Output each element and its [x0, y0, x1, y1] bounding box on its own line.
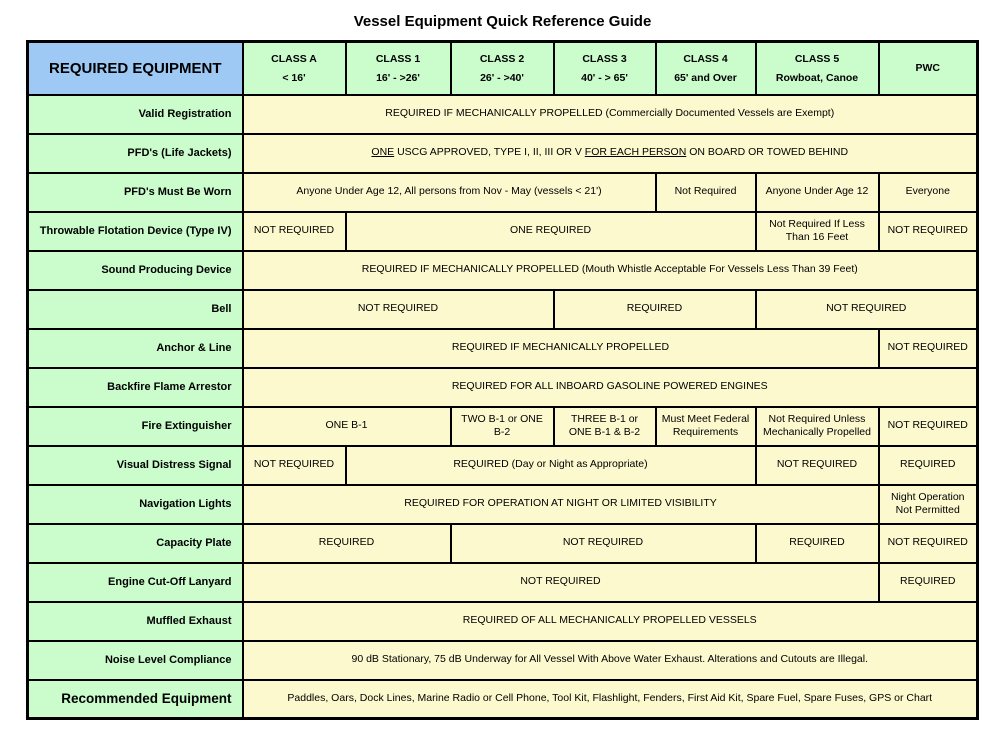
- col-header-line1: CLASS 5: [794, 52, 840, 65]
- col-header-line1: CLASS 4: [683, 52, 728, 65]
- col-header-class-1: [346, 42, 451, 95]
- header-row: [28, 42, 978, 95]
- col-header-class-2: [451, 42, 554, 95]
- value-cell: NOT REQUIRED: [243, 563, 879, 602]
- value-cell: NOT REQUIRED: [756, 290, 978, 329]
- value-cell: Everyone: [879, 173, 978, 212]
- row-label: PFD's (Life Jackets): [28, 134, 243, 173]
- table-row-pfds-life-jackets: [28, 134, 978, 173]
- table-row-throwable-flotation-device: [28, 212, 978, 251]
- value-cell: NOT REQUIRED: [243, 446, 346, 485]
- row-label: Navigation Lights: [28, 485, 243, 524]
- row-label: Capacity Plate: [28, 524, 243, 563]
- cell-text: ON BOARD OR TOWED BEHIND: [686, 146, 849, 159]
- value-cell: REQUIRED: [756, 524, 879, 563]
- value-cell: Not Required If Less Than 16 Feet: [756, 212, 879, 251]
- value-cell: REQUIRED: [554, 290, 756, 329]
- value-cell: TWO B-1 or ONE B-2: [451, 407, 554, 446]
- value-cell: Paddles, Oars, Dock Lines, Marine Radio or Cell Phone, Tool Kit, Flashlight, Fenders, First Aid Kit, Spare Fuel, Spare Fuses, GPS or Chart: [243, 680, 978, 719]
- equipment-reference-table: [26, 40, 979, 720]
- row-label: Muffled Exhaust: [28, 602, 243, 641]
- value-cell: REQUIRED: [879, 563, 978, 602]
- table-row-navigation-lights: [28, 485, 978, 524]
- col-header-line2: 40' - > 65': [581, 71, 628, 84]
- value-cell: REQUIRED FOR ALL INBOARD GASOLINE POWERED ENGINES: [243, 368, 978, 407]
- table-row-valid-registration: [28, 95, 978, 134]
- value-cell: NOT REQUIRED: [243, 212, 346, 251]
- col-header-line2: < 16': [282, 71, 306, 84]
- col-header-line2: Rowboat, Canoe: [775, 71, 859, 84]
- value-cell: REQUIRED IF MECHANICALLY PROPELLED (Commercially Documented Vessels are Exempt): [243, 95, 978, 134]
- value-cell: Not Required Unless Mechanically Propelled: [756, 407, 879, 446]
- table-row-visual-distress-signal: [28, 446, 978, 485]
- table-row-recommended-equipment: [28, 680, 978, 719]
- table-row-anchor-and-line: [28, 329, 978, 368]
- value-cell: NOT REQUIRED: [879, 212, 978, 251]
- row-label: Engine Cut-Off Lanyard: [28, 563, 243, 602]
- page-title: Vessel Equipment Quick Reference Guide: [353, 13, 652, 30]
- col-header-line1: CLASS A: [271, 52, 317, 65]
- value-cell: Must Meet Federal Requirements: [656, 407, 756, 446]
- value-cell: NOT REQUIRED: [451, 524, 756, 563]
- required-equipment-header: REQUIRED EQUIPMENT: [28, 42, 243, 95]
- table-row-fire-extinguisher: [28, 407, 978, 446]
- row-label: Valid Registration: [28, 95, 243, 134]
- col-header-line2: 16' - >26': [376, 71, 420, 84]
- value-cell: REQUIRED: [243, 524, 451, 563]
- col-header-class-3: [554, 42, 656, 95]
- value-cell: REQUIRED IF MECHANICALLY PROPELLED (Mouth Whistle Acceptable For Vessels Less Than 39 Feet): [243, 251, 978, 290]
- value-cell: REQUIRED OF ALL MECHANICALLY PROPELLED VESSELS: [243, 602, 978, 641]
- cell-text: USCG APPROVED, TYPE I, II, III OR V: [394, 146, 585, 159]
- value-cell: 90 dB Stationary, 75 dB Underway for All Vessel With Above Water Exhaust. Alterations and Cutouts are Illegal.: [243, 641, 978, 680]
- value-cell: NOT REQUIRED: [879, 329, 978, 368]
- col-header-class-4: [656, 42, 756, 95]
- col-header-line1: CLASS 2: [479, 52, 525, 65]
- col-header-line1: PWC: [915, 62, 940, 75]
- value-cell: REQUIRED FOR OPERATION AT NIGHT OR LIMITED VISIBILITY: [243, 485, 879, 524]
- value-cell: NOT REQUIRED: [756, 446, 879, 485]
- col-header-line2: 65' and Over: [674, 71, 737, 84]
- row-label: Backfire Flame Arrestor: [28, 368, 243, 407]
- row-label: Visual Distress Signal: [28, 446, 243, 485]
- table-row-engine-cut-off-lanyard: [28, 563, 978, 602]
- row-label: Fire Extinguisher: [28, 407, 243, 446]
- col-header-line1: CLASS 1: [375, 52, 421, 65]
- table-row-bell: [28, 290, 978, 329]
- value-cell: Anyone Under Age 12, All persons from Nov - May (vessels < 21'): [243, 173, 656, 212]
- value-cell: NOT REQUIRED: [879, 407, 978, 446]
- table-row-noise-level-compliance: [28, 641, 978, 680]
- value-cell: Not Required: [656, 173, 756, 212]
- table-row-muffled-exhaust: [28, 602, 978, 641]
- table-row-capacity-plate: [28, 524, 978, 563]
- value-cell: REQUIRED (Day or Night as Appropriate): [346, 446, 756, 485]
- col-header-class-5: [756, 42, 879, 95]
- value-cell: Anyone Under Age 12: [756, 173, 879, 212]
- row-label: Throwable Flotation Device (Type IV): [28, 212, 243, 251]
- table-row-sound-producing-device: [28, 251, 978, 290]
- row-label: Recommended Equipment: [28, 680, 243, 719]
- row-label: Bell: [28, 290, 243, 329]
- value-cell: Night Operation Not Permitted: [879, 485, 978, 524]
- value-cell: THREE B-1 or ONE B-1 & B-2: [554, 407, 656, 446]
- col-header-line1: CLASS 3: [582, 52, 627, 65]
- value-cell: NOT REQUIRED: [879, 524, 978, 563]
- col-header-pwc: [879, 42, 978, 95]
- row-label: PFD's Must Be Worn: [28, 173, 243, 212]
- value-cell: ONE B-1: [243, 407, 451, 446]
- value-cell: NOT REQUIRED: [243, 290, 554, 329]
- table-row-pfds-must-be-worn: [28, 173, 978, 212]
- col-header-class-a: [243, 42, 346, 95]
- value-cell: REQUIRED IF MECHANICALLY PROPELLED: [243, 329, 879, 368]
- row-label: Anchor & Line: [28, 329, 243, 368]
- row-label: Noise Level Compliance: [28, 641, 243, 680]
- row-label: Sound Producing Device: [28, 251, 243, 290]
- table-row-backfire-flame-arrestor: [28, 368, 978, 407]
- underlined-text: FOR EACH PERSON: [584, 146, 687, 159]
- value-cell: REQUIRED: [879, 446, 978, 485]
- value-cell: ONE REQUIRED: [346, 212, 756, 251]
- value-cell: [243, 134, 978, 173]
- underlined-text: ONE: [371, 146, 395, 159]
- col-header-line2: 26' - >40': [480, 71, 524, 84]
